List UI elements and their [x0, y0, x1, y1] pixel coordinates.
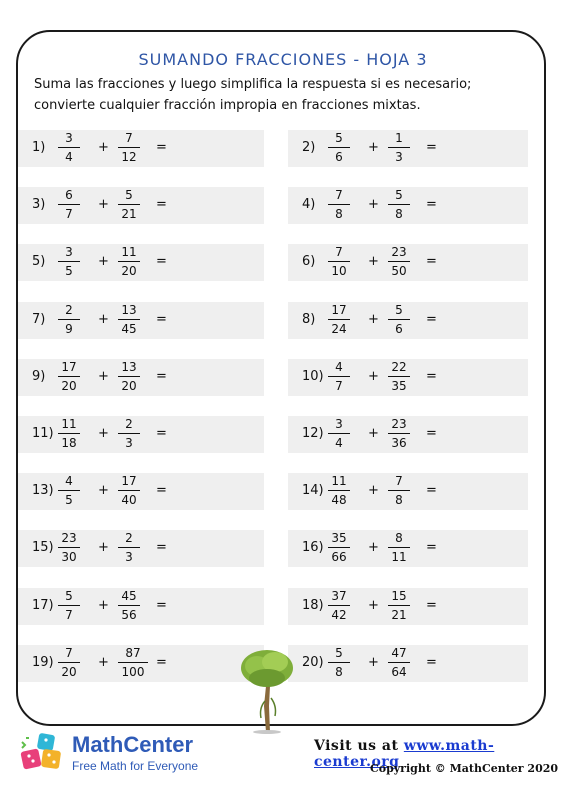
denominator: 12	[121, 150, 137, 164]
plus-sign: +	[98, 140, 109, 155]
denominator: 10	[331, 264, 347, 278]
plus-sign: +	[368, 540, 379, 555]
fraction	[116, 187, 142, 222]
numerator: 2	[125, 531, 133, 545]
problem-item	[18, 645, 264, 682]
numerator: 7	[65, 646, 73, 660]
fraction	[56, 302, 82, 337]
equals-sign: =	[156, 540, 167, 555]
fraction	[56, 473, 82, 508]
denominator: 8	[335, 207, 343, 221]
numerator: 17	[61, 360, 77, 374]
plus-sign: +	[98, 312, 109, 327]
numerator: 5	[125, 188, 133, 202]
denominator: 18	[61, 436, 77, 450]
plus-sign: +	[368, 197, 379, 212]
problem-number: 18)	[302, 598, 324, 613]
numerator: 11	[61, 417, 77, 431]
numerator: 17	[331, 303, 347, 317]
numerator: 2	[125, 417, 133, 431]
fraction	[326, 588, 352, 623]
numerator: 13	[121, 360, 137, 374]
problem-item	[18, 187, 264, 224]
fraction	[326, 244, 352, 279]
denominator: 8	[395, 207, 403, 221]
plus-sign: +	[368, 598, 379, 613]
tree-illustration	[239, 646, 295, 734]
problem-item	[288, 130, 528, 167]
fraction	[56, 359, 82, 394]
equals-sign: =	[426, 369, 437, 384]
plus-sign: +	[98, 598, 109, 613]
denominator: 64	[391, 665, 407, 679]
problem-item	[288, 302, 528, 339]
denominator: 4	[335, 436, 343, 450]
denominator: 6	[395, 322, 403, 336]
denominator: 30	[61, 550, 77, 564]
problem-number: 13)	[32, 483, 54, 498]
numerator: 11	[121, 245, 137, 259]
plus-sign: +	[368, 655, 379, 670]
numerator: 17	[121, 474, 137, 488]
denominator: 56	[121, 608, 137, 622]
fraction	[326, 187, 352, 222]
problem-number: 9)	[32, 369, 46, 384]
numerator: 5	[395, 188, 403, 202]
plus-sign: +	[368, 426, 379, 441]
numerator: 15	[391, 589, 407, 603]
problem-item	[288, 187, 528, 224]
problem-item	[288, 588, 528, 625]
fraction	[116, 244, 142, 279]
equals-sign: =	[426, 483, 437, 498]
fraction	[386, 645, 412, 680]
brand-slogan: Free Math for Everyone	[72, 759, 199, 773]
denominator: 5	[65, 493, 73, 507]
numerator: 13	[121, 303, 137, 317]
plus-sign: +	[98, 426, 109, 441]
fraction	[386, 359, 412, 394]
problem-number: 19)	[32, 655, 54, 670]
denominator: 42	[331, 608, 347, 622]
fraction	[56, 645, 82, 680]
numerator: 37	[331, 589, 347, 603]
denominator: 3	[125, 550, 133, 564]
problem-item	[288, 530, 528, 567]
numerator: 3	[65, 245, 73, 259]
fraction	[386, 473, 412, 508]
brand-name: MathCenter	[72, 732, 194, 757]
plus-sign: +	[98, 655, 109, 670]
equals-sign: =	[156, 312, 167, 327]
problem-item	[18, 302, 264, 339]
problem-item	[18, 588, 264, 625]
problem-item	[18, 244, 264, 281]
copyright: Copyright © MathCenter 2020	[370, 762, 559, 775]
plus-sign: +	[368, 140, 379, 155]
problem-number: 14)	[302, 483, 324, 498]
equals-sign: =	[426, 140, 437, 155]
equals-sign: =	[426, 312, 437, 327]
numerator: 11	[331, 474, 347, 488]
numerator: 2	[65, 303, 73, 317]
denominator: 5	[65, 264, 73, 278]
problem-item	[18, 416, 264, 453]
plus-sign: +	[368, 254, 379, 269]
problem-number: 12)	[302, 426, 324, 441]
numerator: 1	[395, 131, 403, 145]
numerator: 3	[65, 131, 73, 145]
numerator: 7	[125, 131, 133, 145]
plus-sign: +	[368, 312, 379, 327]
problem-item	[288, 473, 528, 510]
fraction	[56, 244, 82, 279]
fraction	[326, 473, 352, 508]
fraction	[386, 530, 412, 565]
fraction	[116, 473, 142, 508]
numerator: 47	[391, 646, 407, 660]
numerator: 4	[65, 474, 73, 488]
problem-item	[288, 359, 528, 396]
denominator: 20	[121, 264, 137, 278]
equals-sign: =	[156, 655, 167, 670]
denominator: 35	[391, 379, 407, 393]
plus-sign: +	[368, 369, 379, 384]
fraction	[56, 530, 82, 565]
numerator: 5	[335, 131, 343, 145]
problem-number: 7)	[32, 312, 46, 327]
fraction	[386, 130, 412, 165]
problem-number: 10)	[302, 369, 324, 384]
fraction	[326, 416, 352, 451]
fraction	[326, 530, 352, 565]
denominator: 24	[331, 322, 347, 336]
denominator: 7	[65, 608, 73, 622]
denominator: 21	[121, 207, 137, 221]
numerator: 8	[395, 531, 403, 545]
fraction	[326, 130, 352, 165]
plus-sign: +	[98, 483, 109, 498]
denominator: 36	[391, 436, 407, 450]
numerator: 7	[395, 474, 403, 488]
fraction	[116, 130, 142, 165]
numerator: 35	[331, 531, 347, 545]
problem-number: 16)	[302, 540, 324, 555]
denominator: 40	[121, 493, 137, 507]
problem-number: 8)	[302, 312, 316, 327]
problem-number: 20)	[302, 655, 324, 670]
denominator: 3	[125, 436, 133, 450]
denominator: 6	[335, 150, 343, 164]
problem-number: 4)	[302, 197, 316, 212]
numerator: 87	[125, 646, 141, 660]
denominator: 50	[391, 264, 407, 278]
numerator: 23	[61, 531, 77, 545]
fraction	[116, 530, 142, 565]
equals-sign: =	[156, 140, 167, 155]
numerator: 45	[121, 589, 137, 603]
numerator: 3	[335, 417, 343, 431]
numerator: 23	[391, 245, 407, 259]
denominator: 9	[65, 322, 73, 336]
fraction	[56, 187, 82, 222]
denominator: 66	[331, 550, 347, 564]
denominator: 20	[61, 665, 77, 679]
fraction	[386, 244, 412, 279]
fraction	[116, 359, 142, 394]
problem-item	[18, 130, 264, 167]
problem-item	[288, 645, 528, 682]
equals-sign: =	[426, 426, 437, 441]
equals-sign: =	[426, 197, 437, 212]
problem-item	[288, 416, 528, 453]
fraction	[386, 588, 412, 623]
denominator: 8	[335, 665, 343, 679]
denominator: 20	[121, 379, 137, 393]
equals-sign: =	[426, 655, 437, 670]
problem-number: 3)	[32, 197, 46, 212]
fraction	[116, 645, 150, 680]
denominator: 4	[65, 150, 73, 164]
numerator: 22	[391, 360, 407, 374]
numerator: 7	[335, 245, 343, 259]
mathcenter-logo-icon	[18, 730, 66, 774]
numerator: 7	[335, 188, 343, 202]
denominator: 11	[391, 550, 407, 564]
denominator: 7	[65, 207, 73, 221]
denominator: 7	[335, 379, 343, 393]
visit-prefix: Visit us at	[314, 738, 399, 754]
fraction	[116, 416, 142, 451]
problem-item	[288, 244, 528, 281]
plus-sign: +	[98, 540, 109, 555]
equals-sign: =	[426, 598, 437, 613]
fraction	[326, 645, 352, 680]
equals-sign: =	[156, 426, 167, 441]
fraction	[386, 187, 412, 222]
website-link[interactable]: www.math-center.org	[314, 738, 495, 770]
fraction	[386, 416, 412, 451]
problem-number: 11)	[32, 426, 54, 441]
denominator: 45	[121, 322, 137, 336]
problem-number: 6)	[302, 254, 316, 269]
denominator: 8	[395, 493, 403, 507]
denominator: 48	[331, 493, 347, 507]
problem-number: 17)	[32, 598, 54, 613]
fraction	[56, 588, 82, 623]
plus-sign: +	[368, 483, 379, 498]
fraction	[56, 130, 82, 165]
fraction	[326, 359, 352, 394]
problem-item	[18, 473, 264, 510]
instructions: Suma las fracciones y luego simplifica la respuesta si es necesario; convierte cualquier fracción impropia en fracciones mixtas.	[34, 77, 472, 113]
denominator: 20	[61, 379, 77, 393]
problem-item	[18, 359, 264, 396]
denominator: 100	[121, 665, 145, 679]
problem-number: 1)	[32, 140, 46, 155]
equals-sign: =	[156, 483, 167, 498]
problem-number: 2)	[302, 140, 316, 155]
equals-sign: =	[156, 598, 167, 613]
fraction	[116, 302, 142, 337]
plus-sign: +	[98, 369, 109, 384]
fraction	[326, 302, 352, 337]
equals-sign: =	[156, 369, 167, 384]
equals-sign: =	[426, 254, 437, 269]
numerator: 6	[65, 188, 73, 202]
denominator: 3	[395, 150, 403, 164]
equals-sign: =	[426, 540, 437, 555]
fraction	[116, 588, 142, 623]
worksheet-title: SUMANDO FRACCIONES - HOJA 3	[138, 50, 428, 69]
equals-sign: =	[156, 254, 167, 269]
plus-sign: +	[98, 254, 109, 269]
numerator: 5	[395, 303, 403, 317]
numerator: 4	[335, 360, 343, 374]
problem-number: 15)	[32, 540, 54, 555]
fraction	[386, 302, 412, 337]
problem-item	[18, 530, 264, 567]
denominator: 21	[391, 608, 407, 622]
plus-sign: +	[98, 197, 109, 212]
numerator: 23	[391, 417, 407, 431]
fraction	[56, 416, 82, 451]
problem-number: 5)	[32, 254, 46, 269]
equals-sign: =	[156, 197, 167, 212]
numerator: 5	[65, 589, 73, 603]
numerator: 5	[335, 646, 343, 660]
